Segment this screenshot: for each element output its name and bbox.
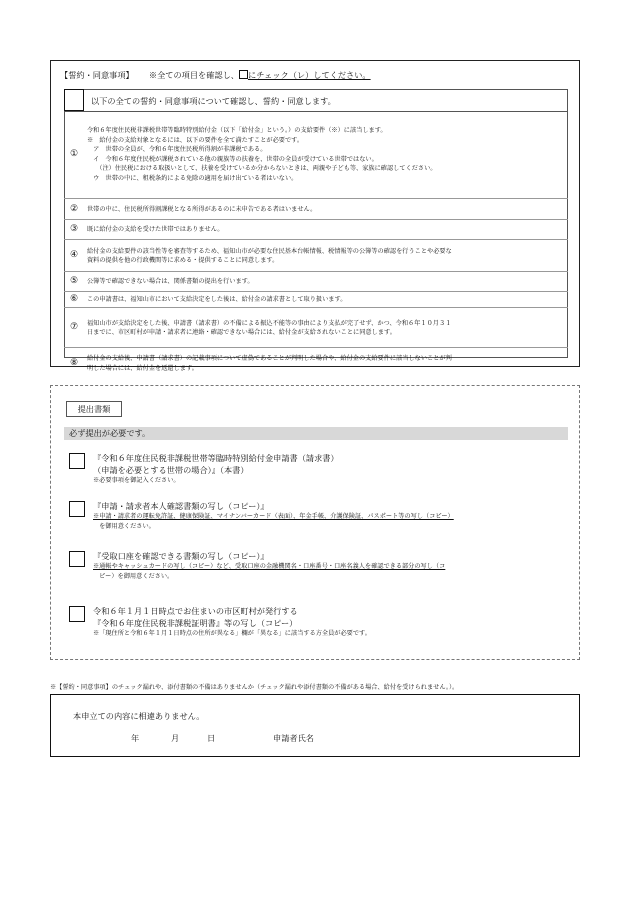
oath-item-row (64, 219, 568, 240)
footer-note: ※【誓約・同意事項】のチェック漏れや、添付書類の不備はありませんか（チェック漏れや添付書類の不備がある場合、給付を受けられません。）。 (50, 684, 459, 691)
document-subtitle: （申請を必要とする世帯の場合）』（本書） (93, 465, 249, 475)
oath-item-line: ア 世帯の全員が、令和６年度住民税所得割が非課税である。 (87, 146, 267, 153)
oath-item-text (87, 247, 565, 266)
document-checkbox[interactable] (69, 551, 85, 567)
oath-item-line: （注）住民税における取扱いとして、扶養を受けているか分からないときは、両親や子ども等、家族に確認してください。 (87, 165, 437, 172)
document-note: ※申請・請求者の運転免許証、健康保険証、マイナンバーカード（表面）、年金手帳、介護保険証、パスポート等の写し（コピー） (93, 513, 454, 520)
oath-item-line: 日までに、市区町村が申請・請求者に連絡・確認できない場合には、給付金が支給されないことに同意します。 (87, 329, 396, 336)
oath-item-text (87, 126, 565, 183)
document-title: 『申請・請求者本人確認書類の写し（コピー）』 (93, 501, 269, 511)
oath-item-line: イ 令和６年度住民税が課税されている他の親族等の扶養を、世帯の全員が受けている世帯ではない。 (87, 155, 378, 163)
oath-item-line: 公簿等で確認できない場合は、関係書類の提出を行います。 (87, 278, 254, 286)
oath-item-text (87, 225, 565, 235)
oath-item-number: ③ (69, 224, 79, 234)
oath-item-number: ⑥ (69, 294, 79, 304)
oath-item-text (87, 354, 565, 373)
document-title: 令和６年１月１日時点でお住まいの市区町村が発行する (93, 606, 298, 616)
document-checkbox[interactable] (69, 453, 85, 469)
documents-section (50, 385, 580, 660)
document-entry (93, 550, 563, 581)
agree-all-checkbox[interactable] (64, 89, 84, 111)
document-title: 『受取口座を確認できる書類の写し（コピー）』 (93, 551, 269, 561)
date-month-label: 月 (171, 733, 180, 743)
oath-item-number: ① (69, 148, 79, 159)
oath-item-number: ⑦ (69, 322, 79, 332)
document-note: ※必要事項を御記入ください。 (93, 477, 180, 484)
oath-item-text (87, 319, 565, 338)
oath-item-number: ② (69, 203, 79, 214)
oath-item-line: ※ 給付金の支給対象となるには、以下の要件を全て満たすことが必要です。 (87, 136, 304, 144)
declaration-text: 本申立ての内容に相違ありません。 (73, 711, 205, 721)
oath-item-row (64, 347, 568, 379)
oath-item-row (64, 271, 568, 292)
oath-item-line: 既に給付金の支給を受けた世帯ではありません。 (87, 226, 224, 234)
oath-item-row (64, 307, 568, 348)
oath-item-row (64, 291, 568, 308)
oath-item-line: 令和６年度住民税非課税世帯等臨時特別給付金（以下「給付金」という。）の支給要件（※）に該当します。 (87, 127, 387, 134)
document-note: ※通帳やキャッシュカードの写し（コピー）など、受取口座の金融機関名・口座番号・口座名義人を確認できる部分の写し（コ (93, 563, 446, 570)
document-entry (93, 500, 563, 531)
oath-item-number: ④ (69, 250, 79, 260)
oath-item-line: 世帯の中に、住民税所得割課税となる所得があるのに未申告である者はいません。 (87, 205, 317, 213)
date-year-label: 年 (131, 733, 140, 743)
oath-item-text (87, 295, 565, 305)
document-entry (93, 605, 563, 639)
oath-item-number: ⑤ (69, 276, 79, 286)
oath-header-instruction-post: にチェック（レ）してください。 (248, 70, 371, 80)
document-note: ※「現住所と令和６年１月１日時点の住所が異なる」欄が「異なる」に該当する方全員が必要です。 (93, 630, 371, 637)
oath-header-label: 【誓約・同意事項】 (60, 70, 134, 80)
document-checkbox[interactable] (69, 501, 85, 517)
declaration-box (50, 694, 580, 757)
oath-item-line: この申請書は、福知山市において支給決定をした後は、給付金の請求書として取り扱います。 (87, 296, 347, 304)
oath-item-number: ⑧ (69, 357, 79, 368)
oath-item-line: 資料の提供を他の行政機関等に求める・提供することに同意します。 (87, 257, 279, 264)
oath-item-line: 給付金の支給後、申請書（請求書）の記載事項について虚偽であることが判明した場合や、給付金の支給要件に該当しないことが判 (87, 355, 452, 362)
oath-header-instruction-pre: ※全ての項目を確認し、 (148, 70, 239, 80)
document-entry (93, 452, 563, 486)
oath-item-text (87, 277, 565, 287)
checkbox-symbol-icon (239, 70, 248, 79)
document-title: 『令和６年度住民税非課税世帯等臨時特別給付金申請書（請求書） (93, 453, 339, 463)
oath-item-line: 福知山市が支給決定をした後、申請書（請求書）の不備による振込不能等の事由により支払が完了せず、かつ、令和６年１０月３１ (87, 319, 452, 327)
oath-item-text (87, 205, 565, 215)
oath-item-row (64, 198, 568, 220)
document-subtitle: 『令和６年度住民税非課税証明書』等の写し（コピー） (93, 618, 298, 628)
date-day-label: 日 (207, 733, 216, 743)
applicant-name-label: 申請者氏名 (273, 733, 314, 743)
oath-item-line: ウ 世帯の中に、租税条約による免除の適用を届け出ている者はいない。 (87, 174, 298, 182)
oath-section (50, 60, 580, 372)
document-checkbox[interactable] (69, 606, 85, 622)
oath-item-line: 明した場合には、給付金を返還します。 (87, 364, 198, 372)
required-bar-text: 必ず提出が必要です。 (69, 428, 151, 438)
oath-header (60, 69, 371, 81)
oath-item-row (64, 239, 568, 272)
document-note-continued: ピー）を御用意ください。 (93, 572, 174, 580)
oath-item-line: 給付金の支給要件の該当性等を審査等するため、福知山市が必要な住民基本台帳情報、税情報等の公簿等の確認を行うことや必要な (87, 247, 452, 255)
documents-title: 提出書類 (66, 401, 122, 417)
document-note-continued: を御用意ください。 (93, 522, 155, 530)
agree-all-label: 以下の全ての誓約・同意事項について確認し、誓約・同意します。 (91, 96, 336, 106)
required-bar (64, 427, 568, 440)
oath-item-row (64, 111, 568, 198)
